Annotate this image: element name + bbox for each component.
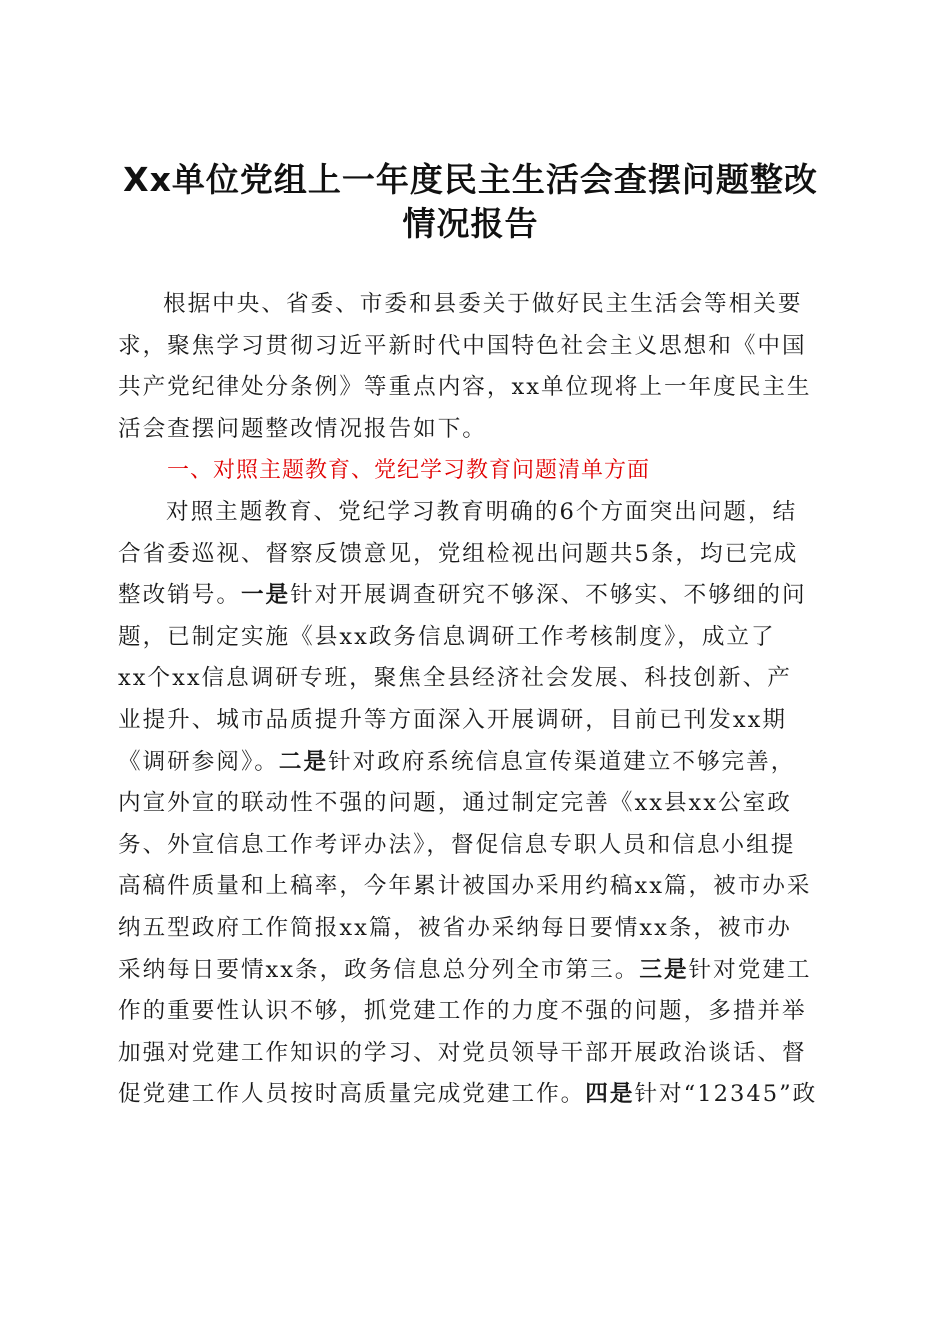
document-title bbox=[118, 158, 823, 246]
body-text: 针对党建工 bbox=[688, 956, 812, 983]
body-line: xx个xx信息调研专班，聚焦全县经济社会发展、科技创新、产 bbox=[118, 665, 792, 692]
body-line bbox=[118, 575, 823, 617]
body-text: 针对“12345”政 bbox=[634, 1081, 818, 1108]
body-text: 整改销号。 bbox=[118, 582, 241, 609]
intro-line: 求，聚焦学习贯彻习近平新时代中国特色社会主义思想和《中国 bbox=[118, 332, 807, 359]
bold-marker: 一是 bbox=[240, 582, 291, 609]
body-paragraph bbox=[118, 492, 823, 1116]
body-text: 《调研参阅》。 bbox=[118, 748, 279, 775]
body-line: 加强对党建工作知识的学习、对党员领导干部开展政治谈话、督 bbox=[118, 1039, 807, 1066]
intro-line: 共产党纪律处分条例》等重点内容，xx单位现将上一年度民主生 bbox=[118, 374, 812, 401]
body-line bbox=[118, 742, 823, 784]
body-line: 纳五型政府工作简报xx篇，被省办采纳每日要情xx条，被市办 bbox=[118, 914, 792, 941]
body-line: 高稿件质量和上稿率，今年累计被国办采用约稿xx篇，被市办采 bbox=[118, 873, 812, 900]
intro-line: 活会查摆问题整改情况报告如下。 bbox=[118, 415, 487, 442]
body-text: 采纳每日要情xx条，政务信息总分列全市第三。 bbox=[118, 956, 640, 983]
body-line bbox=[118, 1074, 823, 1116]
body-line: 内宣外宣的联动性不强的问题，通过制定完善《xx县xx公室政 bbox=[118, 790, 792, 817]
body-line: 对照主题教育、党纪学习教育明确的6个方面突出问题，结 bbox=[166, 498, 798, 525]
body-line: 务、外宣信息工作考评办法》，督促信息专职人员和信息小组提 bbox=[118, 831, 796, 858]
intro-paragraph bbox=[118, 284, 823, 450]
section-heading: 一、对照主题教育、党纪学习教育问题清单方面 bbox=[167, 458, 651, 484]
body-line: 业提升、城市品质提升等方面深入开展调研，目前已刊发xx期 bbox=[118, 706, 787, 733]
document-page bbox=[118, 158, 823, 1116]
body-text: 针对开展调查研究不够深、不够实、不够细的问 bbox=[290, 582, 807, 609]
bold-marker: 四是 bbox=[585, 1081, 635, 1108]
body-text: 针对政府系统信息宣传渠道建立不够完善， bbox=[328, 748, 796, 775]
bold-marker: 二是 bbox=[278, 748, 329, 775]
body-text: 促党建工作人员按时高质量完成党建工作。 bbox=[118, 1081, 586, 1108]
intro-line: 根据中央、省委、市委和县委关于做好民主生活会等相关要 bbox=[163, 291, 803, 317]
bold-marker: 三是 bbox=[639, 956, 689, 983]
title-line-2: 情况报告 bbox=[402, 204, 539, 243]
body-line bbox=[118, 950, 823, 992]
body-line: 合省委巡视、督察反馈意见，党组检视出问题共5条，均已完成 bbox=[118, 540, 799, 567]
body-line: 作的重要性认识不够，抓党建工作的力度不强的问题，多措并举 bbox=[118, 998, 807, 1025]
title-line-1: Xx单位党组上一年度民主生活会查摆问题整改 bbox=[123, 160, 818, 199]
body-line: 题，已制定实施《县xx政务信息调研工作考核制度》，成立了 bbox=[118, 623, 776, 650]
